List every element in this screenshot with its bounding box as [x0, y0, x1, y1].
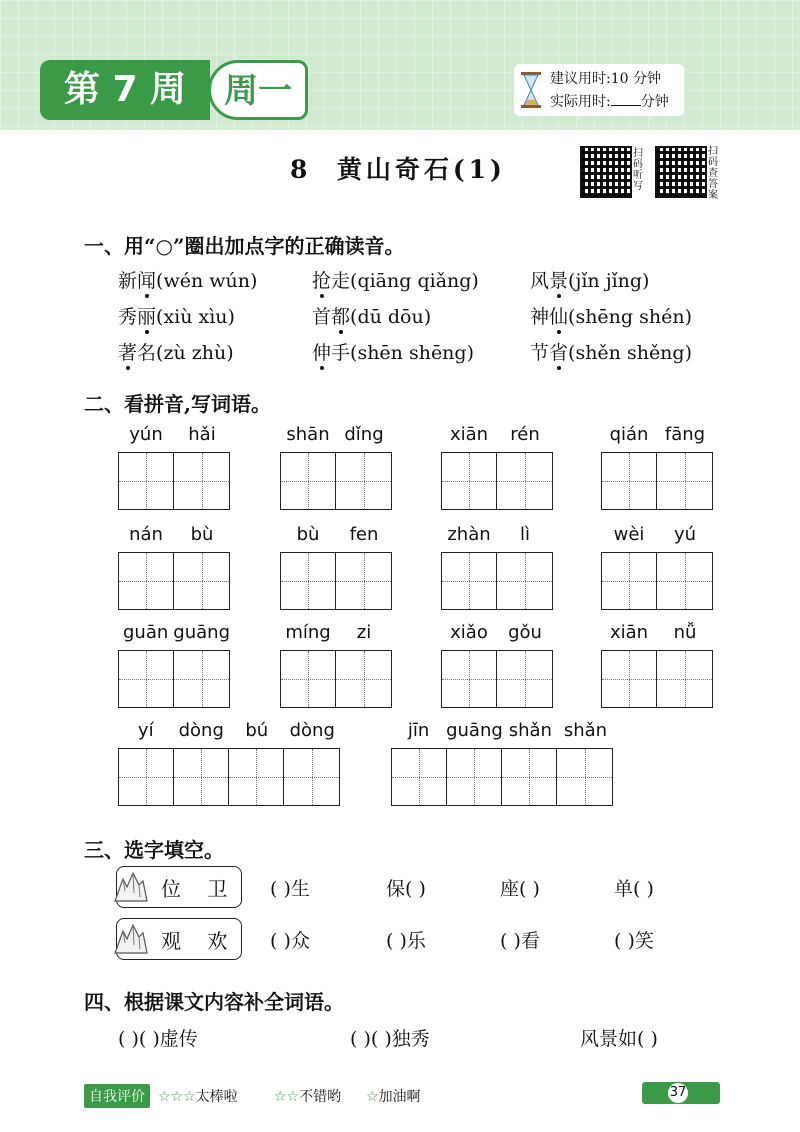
qr-code-answers[interactable]	[655, 146, 707, 198]
pinyin-row	[441, 424, 553, 448]
pinyin-syllable: jīn	[407, 720, 430, 741]
pinyin-syllable: zi	[356, 622, 372, 643]
pinyin-group	[118, 424, 230, 510]
writing-grid	[118, 748, 340, 806]
pinyin-syllable: guān	[123, 622, 169, 643]
pinyin-syllable: rén	[510, 424, 540, 445]
writing-box[interactable]	[497, 453, 552, 509]
writing-box[interactable]	[119, 749, 174, 805]
page-number: 37	[668, 1083, 688, 1103]
pinyin-row	[441, 622, 553, 646]
pinyin-group	[441, 524, 553, 610]
writing-box[interactable]	[281, 651, 336, 707]
pinyin-group	[118, 524, 230, 610]
writing-grid	[391, 748, 613, 806]
pinyin-syllable: xiān	[449, 424, 489, 445]
pinyin-syllable: gǒu	[508, 622, 542, 643]
section4-title: 四、根据课文内容补全词语。	[84, 990, 344, 1014]
pinyin-row	[118, 524, 230, 548]
writing-box[interactable]	[119, 453, 174, 509]
pinyin-syllable: guāng	[446, 720, 503, 741]
qr-code-dictation[interactable]	[580, 146, 632, 198]
writing-box[interactable]	[497, 553, 552, 609]
pinyin-syllable: shǎn	[563, 720, 608, 741]
pinyin-syllable: guāng	[173, 622, 230, 643]
writing-grid	[601, 650, 713, 708]
writing-box[interactable]	[174, 453, 229, 509]
writing-box[interactable]	[174, 749, 229, 805]
pinyin-options[interactable]: (wén wún)	[156, 270, 258, 292]
pinyin-syllable: zhàn	[447, 524, 491, 545]
pinyin-options[interactable]: (shēn shēng)	[350, 342, 474, 364]
pinyin-syllable: hǎi	[188, 424, 216, 445]
writing-box[interactable]	[657, 453, 712, 509]
choice-box	[116, 866, 242, 908]
pinyin-syllable: bù	[190, 524, 214, 545]
word-char: 节	[530, 342, 550, 364]
writing-grid	[280, 552, 392, 610]
pinyin-syllable: bù	[296, 524, 320, 545]
reading-item[interactable]	[118, 302, 235, 329]
pinyin-group	[391, 720, 613, 806]
section1-title: 一、用“○”圈出加点字的正确读音。	[84, 234, 405, 258]
reading-item[interactable]	[312, 266, 479, 293]
writing-box[interactable]	[336, 553, 391, 609]
reading-item[interactable]	[118, 338, 234, 365]
pinyin-row	[118, 720, 340, 744]
writing-box[interactable]	[284, 749, 339, 805]
pinyin-syllable: shǎn	[508, 720, 552, 741]
lesson-number: 8	[290, 155, 312, 184]
actual-time-blank[interactable]	[611, 91, 641, 106]
writing-grid	[441, 452, 553, 510]
writing-grid	[601, 452, 713, 510]
word-char: 新	[118, 270, 138, 292]
writing-box[interactable]	[502, 749, 557, 805]
pinyin-row	[601, 622, 713, 646]
writing-box[interactable]	[119, 553, 174, 609]
word-char: 走	[331, 270, 351, 292]
actual-time	[550, 91, 669, 111]
writing-box[interactable]	[657, 651, 712, 707]
rating-keep-going[interactable]	[366, 1086, 421, 1106]
writing-box[interactable]	[119, 651, 174, 707]
writing-box[interactable]	[657, 553, 712, 609]
section3-title: 三、选字填空。	[84, 838, 224, 862]
fill-blank-word[interactable]: ( )看	[500, 930, 540, 952]
day-label: 周一	[208, 60, 308, 120]
writing-grid	[441, 552, 553, 610]
writing-grid	[118, 552, 230, 610]
pinyin-syllable: yú	[673, 524, 697, 545]
fill-blank-word[interactable]: 座( )	[500, 878, 540, 900]
choice-characters: 观 欢	[161, 929, 238, 953]
pinyin-syllable: dǐng	[344, 424, 384, 445]
fill-blank-word[interactable]: ( )笑	[614, 930, 654, 952]
time-box	[514, 64, 684, 116]
pinyin-group	[601, 424, 713, 510]
writing-grid	[118, 650, 230, 708]
pinyin-syllable: nán	[129, 524, 163, 545]
writing-grid	[118, 452, 230, 510]
dotted-char: 伸	[312, 342, 332, 364]
pinyin-syllable: nǚ	[673, 622, 697, 643]
pinyin-options[interactable]: (qiāng qiǎng)	[350, 270, 479, 292]
writing-grid	[601, 552, 713, 610]
pinyin-syllable: fen	[349, 524, 379, 545]
writing-box[interactable]	[557, 749, 612, 805]
writing-box[interactable]	[229, 749, 284, 805]
rating-good-label: 不错哟	[299, 1089, 342, 1105]
writing-box[interactable]	[602, 553, 657, 609]
pinyin-row	[118, 424, 230, 448]
page-badge	[642, 1082, 720, 1104]
writing-box[interactable]	[497, 651, 552, 707]
pinyin-row	[391, 720, 613, 744]
star-icon: ☆	[366, 1089, 379, 1105]
rating-keep-going-label: 加油啊	[378, 1089, 421, 1105]
mountain-icon	[113, 921, 149, 955]
week-label: 第 7 周	[40, 60, 210, 120]
pinyin-row	[280, 524, 392, 548]
word-char: 名	[137, 342, 157, 364]
rating-good[interactable]	[274, 1086, 341, 1106]
fill-blank-word[interactable]: ( )生	[270, 878, 310, 900]
reading-item[interactable]	[530, 266, 649, 293]
pinyin-syllable: xiǎo	[450, 622, 488, 643]
word-char: 首	[312, 306, 332, 328]
pinyin-options[interactable]: (jǐn jǐng)	[568, 270, 650, 292]
word-char: 手	[331, 342, 351, 364]
lesson-name: 黄山奇石(1)	[336, 155, 506, 184]
writing-grid	[280, 452, 392, 510]
suggested-time: 建议用时:10 分钟	[550, 71, 661, 87]
fill-blank-word[interactable]: 单( )	[614, 878, 654, 900]
word-char: 神	[530, 306, 550, 328]
self-evaluation-label: 自我评价	[84, 1084, 150, 1108]
pinyin-group	[280, 622, 392, 708]
writing-box[interactable]	[602, 453, 657, 509]
writing-box[interactable]	[392, 749, 447, 805]
dotted-char: 著	[118, 342, 138, 364]
pinyin-syllable: qián	[609, 424, 649, 445]
hourglass-icon	[520, 72, 542, 108]
pinyin-group	[280, 424, 392, 510]
writing-box[interactable]	[336, 651, 391, 707]
writing-grid	[280, 650, 392, 708]
reading-item[interactable]	[530, 302, 692, 329]
word-char: 风	[530, 270, 550, 292]
pinyin-syllable: wèi	[613, 524, 645, 545]
actual-time-prefix: 实际用时:	[550, 94, 611, 110]
writing-box[interactable]	[602, 651, 657, 707]
pinyin-options[interactable]: (zù zhù)	[156, 342, 234, 364]
qr-label-dictation: 扫码听写	[633, 148, 643, 192]
writing-box[interactable]	[336, 453, 391, 509]
writing-box[interactable]	[442, 453, 497, 509]
star-icon: ☆☆	[274, 1089, 300, 1105]
word-char: 秀	[118, 306, 138, 328]
reading-item[interactable]	[312, 302, 431, 329]
fill-blank-word[interactable]: 保( )	[386, 878, 426, 900]
rating-great[interactable]	[158, 1086, 238, 1106]
dotted-char: 都	[331, 306, 351, 328]
fill-blank-word[interactable]: ( )众	[270, 930, 310, 952]
pinyin-syllable: yún	[129, 424, 163, 445]
pinyin-group	[441, 424, 553, 510]
reading-item[interactable]	[530, 338, 692, 365]
reading-item[interactable]	[312, 338, 474, 365]
writing-box[interactable]	[442, 553, 497, 609]
actual-time-suffix: 分钟	[640, 94, 669, 110]
dotted-char: 仙	[549, 306, 569, 328]
pinyin-row	[601, 424, 713, 448]
writing-box[interactable]	[281, 553, 336, 609]
writing-box[interactable]	[447, 749, 502, 805]
writing-box[interactable]	[281, 453, 336, 509]
pinyin-group	[601, 524, 713, 610]
choice-box	[116, 918, 242, 960]
idiom-fill-3[interactable]: 风景如( )	[580, 1028, 658, 1050]
pinyin-syllable: xiān	[609, 622, 649, 643]
fill-blank-word[interactable]: ( )乐	[386, 930, 426, 952]
pinyin-syllable: dòng	[289, 720, 335, 741]
pinyin-options[interactable]: (dū dōu)	[350, 306, 432, 328]
choice-characters: 位 卫	[161, 877, 238, 901]
dotted-char: 闻	[137, 270, 157, 292]
pinyin-syllable: míng	[285, 622, 331, 643]
idiom-fill-1[interactable]: ( )( )虚传	[118, 1028, 198, 1050]
pinyin-syllable: yí	[137, 720, 154, 741]
pinyin-options[interactable]: (shēng shén)	[568, 306, 692, 328]
dotted-char: 丽	[137, 306, 157, 328]
dotted-char: 省	[549, 342, 569, 364]
pinyin-syllable: bú	[245, 720, 269, 741]
pinyin-group	[280, 524, 392, 610]
pinyin-syllable: lì	[519, 524, 530, 545]
writing-box[interactable]	[442, 651, 497, 707]
pinyin-row	[601, 524, 713, 548]
pinyin-row	[441, 524, 553, 548]
lesson-title	[290, 150, 506, 186]
dotted-char: 抢	[312, 270, 332, 292]
pinyin-group	[441, 622, 553, 708]
pinyin-group	[118, 720, 340, 806]
pinyin-group	[118, 622, 230, 708]
pinyin-row	[280, 424, 392, 448]
pinyin-options[interactable]: (shěn shěng)	[568, 342, 692, 364]
mountain-icon	[113, 869, 149, 903]
rating-great-label: 太棒啦	[195, 1089, 238, 1105]
pinyin-row	[280, 622, 392, 646]
pinyin-options[interactable]: (xiù xìu)	[156, 306, 235, 328]
reading-item[interactable]	[118, 266, 257, 293]
writing-box[interactable]	[174, 651, 229, 707]
pinyin-group	[601, 622, 713, 708]
writing-box[interactable]	[174, 553, 229, 609]
pinyin-syllable: fāng	[664, 424, 706, 445]
writing-grid	[441, 650, 553, 708]
pinyin-syllable: shān	[286, 424, 330, 445]
pinyin-row	[118, 622, 230, 646]
star-icon: ☆☆☆	[158, 1089, 196, 1105]
qr-label-answers: 扫码查答案	[708, 146, 718, 201]
idiom-fill-2[interactable]: ( )( )独秀	[350, 1028, 430, 1050]
section2-title: 二、看拼音,写词语。	[84, 392, 271, 416]
pinyin-syllable: dòng	[178, 720, 224, 741]
dotted-char: 景	[549, 270, 569, 292]
